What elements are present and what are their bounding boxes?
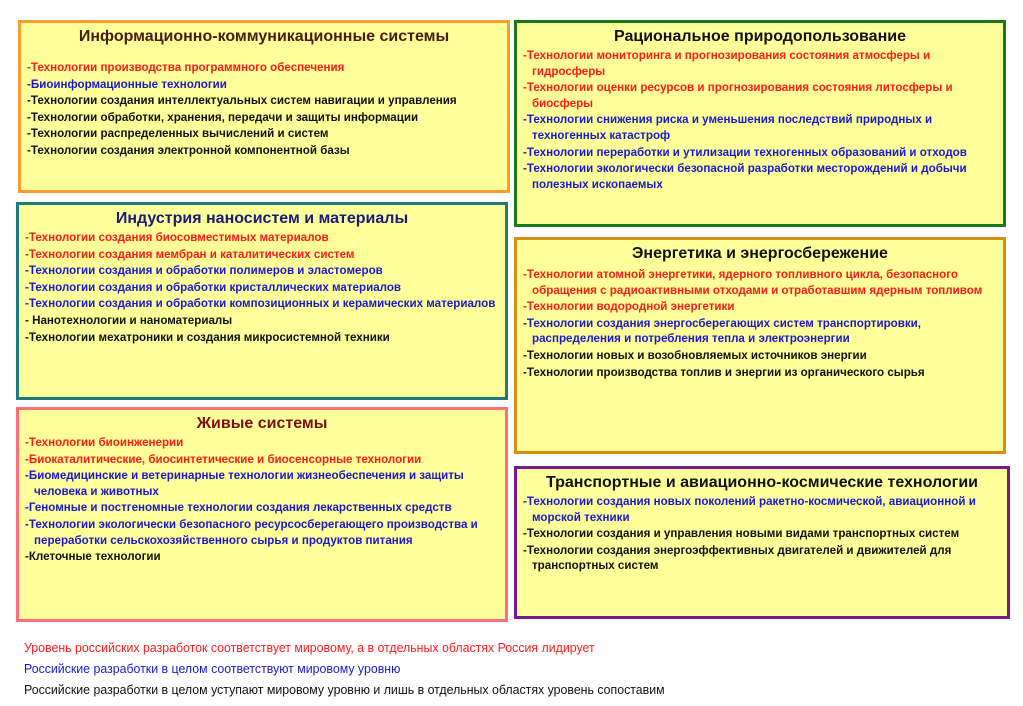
technology-item: -Технологии создания энергосберегающих систем транспортировки, распределения и потребления тепла и электроэнергии [523, 316, 922, 346]
category-box-transport [514, 466, 1010, 619]
legend-red: Уровень российских разработок соответствует мировому, а в отдельных областях Россия лидирует [24, 640, 595, 655]
technology-item: -Биоинформационные технологии [27, 77, 227, 91]
technology-item: -Технологии мехатроники и создания микросистемной техники [25, 330, 390, 344]
technology-item: -Геномные и постгеномные технологии создания лекарственных средств [25, 501, 452, 515]
technology-item: -Технологии создания и обработки полимеров и эластомеров [25, 264, 383, 278]
technology-list [523, 494, 1001, 574]
category-box-ict [18, 20, 510, 193]
technology-item: -Технологии новых и возобновляемых источников энергии [523, 348, 867, 362]
technology-list [27, 60, 501, 159]
technology-item: -Технологии создания биосовместимых материалов [25, 231, 329, 244]
technology-item: -Технологии водородной энергетики [523, 300, 735, 314]
category-box-living-systems [16, 407, 508, 622]
technology-item: - Нанотехнологии и наноматериалы [25, 313, 233, 327]
technology-item: -Технологии обработки, хранения, передачи и защиты информации [27, 110, 419, 124]
technology-item: -Технологии создания новых поколений ракетно-космической, авиационной и морской техники [523, 495, 976, 524]
technology-item: -Биокаталитические, биосинтетические и биосенсорные технологии [25, 452, 422, 466]
legend-black: Российские разработки в целом уступают мировому уровню и лишь в отдельных областях уровень сопоставим [24, 682, 665, 697]
technology-item: -Технологии производства программного обеспечения [27, 61, 345, 74]
category-title: Энергетика и энергосбережение [632, 245, 888, 262]
technology-item: -Технологии создания и обработки композиционных и керамических материалов [25, 297, 496, 311]
technology-item: -Технологии атомной энергетики, ядерного топливного цикла, безопасного обращения с радиоактивными отходами и отработавшим ядерным топливом [523, 268, 983, 297]
technology-item: -Технологии создания и обработки кристаллических материалов [25, 280, 402, 294]
category-title: Транспортные и авиационно-космические технологии [545, 474, 979, 491]
technology-item: -Технологии экологически безопасного ресурсосберегающего производства и переработки сельскохозяйственного сырья и продуктов питания [25, 517, 478, 547]
technology-item: -Технологии создания мембран и каталитических систем [25, 247, 355, 261]
technology-item: -Технологии мониторинга и прогнозирования состояния атмосферы и гидросферы [523, 49, 931, 78]
technology-item: -Технологии создания энергоэффективных двигателей и движителей для транспортных систем [523, 543, 952, 573]
category-title: Рациональное природопользование [614, 28, 906, 45]
technology-list [523, 267, 997, 380]
legend-blue: Российские разработки в целом соответствуют мировому уровню [24, 661, 401, 676]
technology-item: -Технологии создания интеллектуальных систем навигации и управления [27, 94, 457, 108]
category-box-nano [16, 202, 508, 400]
category-title: Живые системы [196, 415, 328, 432]
technology-item: -Технологии создания электронной компонентной базы [27, 143, 350, 157]
technology-item: -Клеточные технологии [25, 550, 161, 564]
technology-item: -Технологии экологически безопасной разработки месторождений и добычи полезных ископаемых [523, 162, 967, 191]
technology-item: -Биомедицинские и ветеринарные технологии жизнеобеспечения и защиты человека и животных [25, 469, 464, 498]
technology-item: -Технологии создания и управления новыми видами транспортных систем [523, 527, 960, 541]
category-box-energy [514, 237, 1006, 454]
technology-list [25, 435, 499, 565]
category-box-nature-management [514, 20, 1006, 227]
technology-list [25, 230, 499, 345]
technology-list [523, 48, 997, 192]
technology-item: -Технологии биоинженерии [25, 436, 184, 449]
technology-item: -Технологии производства топлив и энергии из органического сырья [523, 365, 925, 379]
technology-item: -Технологии оценки ресурсов и прогнозирования состояния литосферы и биосферы [523, 81, 953, 110]
category-title: Информационно-коммуникационные системы [78, 28, 450, 45]
legend [24, 637, 698, 700]
technology-item: -Технологии переработки и утилизации техногенных образований и отходов [523, 145, 967, 159]
category-title: Индустрия наносистем и материалы [115, 210, 409, 227]
technology-item: -Технологии распределенных вычислений и систем [27, 127, 329, 141]
technology-item: -Технологии снижения риска и уменьшения последствий природных и техногенных катастроф [523, 113, 933, 142]
